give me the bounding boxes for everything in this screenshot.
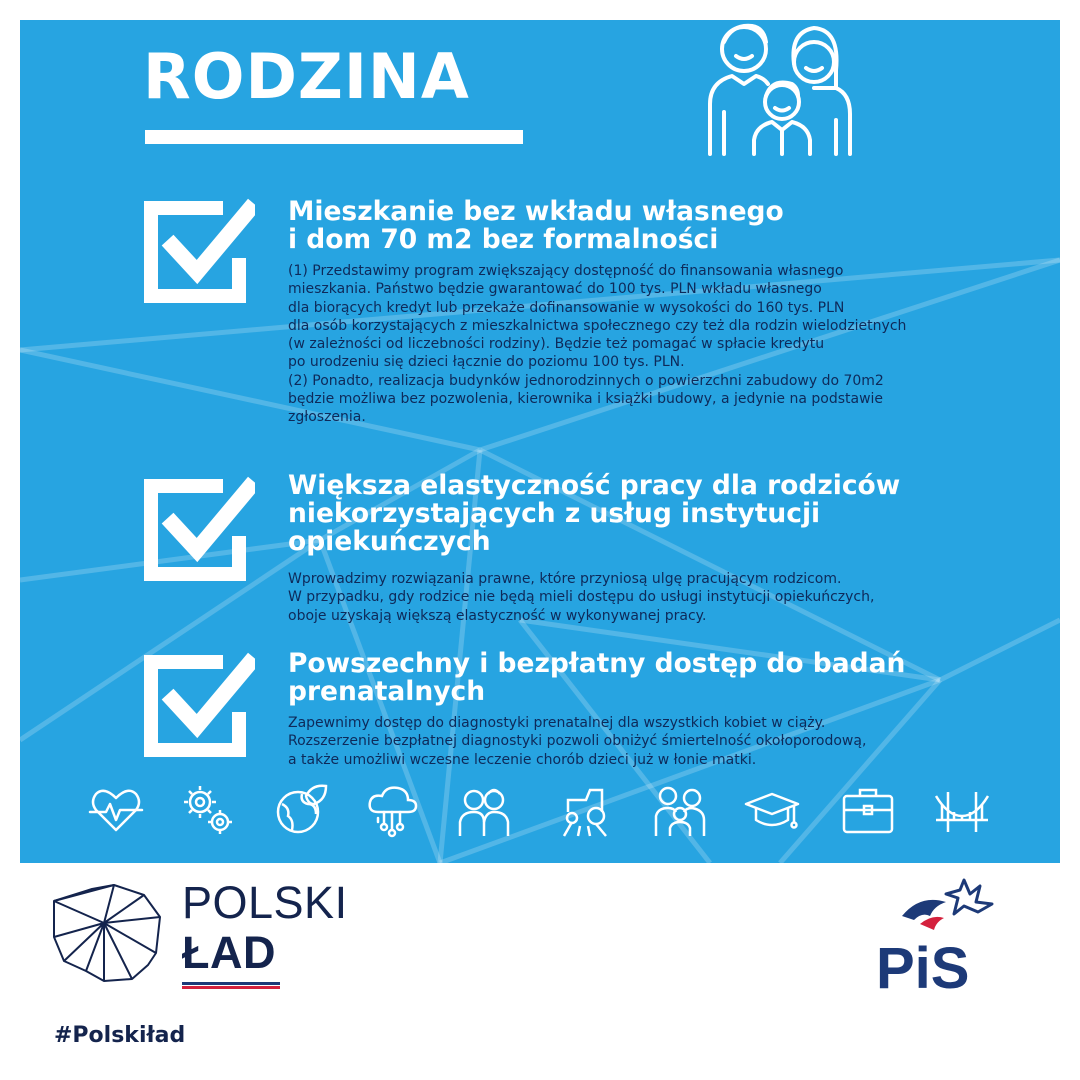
logo-text-lad: ŁAD	[182, 927, 276, 978]
checkbox-icon-3	[143, 650, 255, 758]
poland-map-logo-icon	[52, 883, 164, 983]
logo-flag-stripes	[182, 982, 280, 992]
checkbox-icon-1	[143, 196, 255, 304]
bridge-icon	[934, 782, 990, 838]
section-1-title: Mieszkanie bez wkładu własnego i dom 70 m2 bez formalności	[288, 196, 784, 255]
page-title: RODZINA	[143, 40, 470, 113]
section-3-body: Zapewnimy dostęp do diagnostyki prenatalnej dla wszystkich kobiet w ciąży. Rozszerzenie bezpłatnej diagnostyki pozwoli obniżyć śmiertelność okołoporodową, a także umożliwi wczesne leczenie chorób dzieci już w łonie matki.	[288, 715, 867, 768]
briefcase-icon	[840, 782, 896, 838]
pis-party-logo	[872, 876, 998, 998]
checkbox-icon-2	[143, 474, 255, 582]
logo-text-polski: POLSKI	[182, 877, 348, 928]
globe-leaf-icon	[272, 782, 328, 838]
title-underline	[145, 130, 523, 144]
gears-icon	[180, 782, 236, 838]
family-icon	[702, 4, 852, 156]
cloud-network-icon	[364, 782, 420, 838]
section-2-title: Większa elastyczność pracy dla rodziców niekorzystających z usług instytucji opiekuńczych	[288, 470, 901, 557]
section-3-title: Powszechny i bezpłatny dostęp do badań prenatalnych	[288, 648, 906, 707]
section-2-body: Wprowadzimy rozwiązania prawne, które przyniosą ulgę pracującym rodzicom. W przypadku, gdy rodzice nie będą mieli dostępu do usługi instytucji opiekuńczych, oboje uzyskają większą elastyczność w wykonywanej pracy.	[288, 571, 875, 624]
section-1-body: (1) Przedstawimy program zwiększający dostępność do finansowania własnego mieszkania. Państwo będzie gwarantować do 100 tys. PLN wkładu własnego dla biorących kredyt lub przekaże dofinansowanie w wysokości do 160 tys. PLN dla osób korzystających z mieszkalnictwa społecznego czy też dla rodzin wielodzietnych (w zależności od liczebności rodziny). Będzie też pomagać w spłacie kredytu po urodzeniu się dzieci łącznie do poziomu 100 tys. PLN. (2) Ponadto, realizacja budynków jednorodzinnych o powierzchni zabudowy do 70m2 będzie możliwa bez pozwolenia, kierownika i książki budowy, a jedynie na podstawie zgłoszenia.	[288, 263, 907, 426]
family-small-icon	[652, 782, 708, 838]
heart-pulse-icon	[88, 782, 144, 838]
seniors-icon	[456, 782, 512, 838]
graduation-cap-icon	[744, 782, 800, 838]
svg-text:PiS: PiS	[876, 936, 970, 998]
tractor-icon	[558, 782, 614, 838]
hashtag: #Polskiład	[54, 1023, 186, 1048]
